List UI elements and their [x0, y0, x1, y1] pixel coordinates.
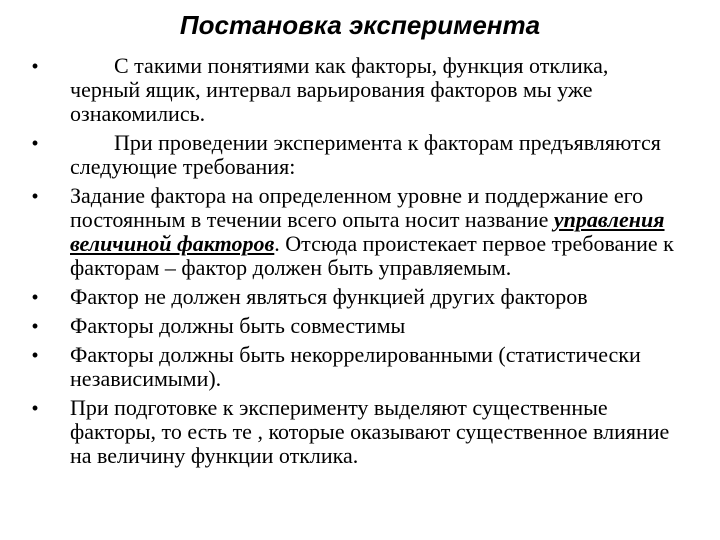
- slide-title: Постановка эксперимента: [179, 10, 541, 40]
- bullet-icon: •: [31, 345, 39, 365]
- bullet-list: [28, 54, 680, 473]
- list-item: [28, 131, 680, 179]
- list-item-text: При проведении эксперимента к факторам предъявляются следующие требования:: [70, 130, 661, 179]
- list-item: [28, 285, 680, 309]
- list-item-text: Задание фактора на определенном уровне и поддержание его постоянным в течении всего опыта носит название: [70, 183, 644, 232]
- bullet-icon: •: [31, 287, 39, 307]
- list-item: [28, 396, 680, 468]
- list-item: [28, 343, 680, 391]
- bullet-icon: •: [31, 186, 39, 206]
- bullet-icon: •: [31, 316, 39, 336]
- list-item-text: При подготовке к эксперименту выделяют существенные факторы, то есть те , которые оказывают существенное влияние на величину функции отклика.: [70, 395, 670, 468]
- bullet-icon: •: [31, 398, 39, 418]
- list-item: [28, 314, 680, 338]
- bullet-icon: •: [31, 56, 39, 76]
- list-item-text: Факторы должны быть совместимы: [70, 313, 406, 338]
- list-item-text: Факторы должны быть некоррелированными (статистически независимыми).: [70, 342, 641, 391]
- list-item-text: Фактор не должен являться функцией других факторов: [70, 284, 588, 309]
- bullet-icon: •: [31, 133, 39, 153]
- list-item-text-continued: . Отсюда проистекает первое требование к факторам – фактор должен быть управляемым.: [70, 231, 674, 280]
- list-item: [28, 184, 680, 280]
- list-item: [28, 54, 680, 126]
- emphasized-term: управления величиной факторов: [70, 207, 665, 256]
- list-item-text: С такими понятиями как факторы, функция отклика, черный ящик, интервал варьирования факторов мы уже ознакомились.: [70, 53, 609, 126]
